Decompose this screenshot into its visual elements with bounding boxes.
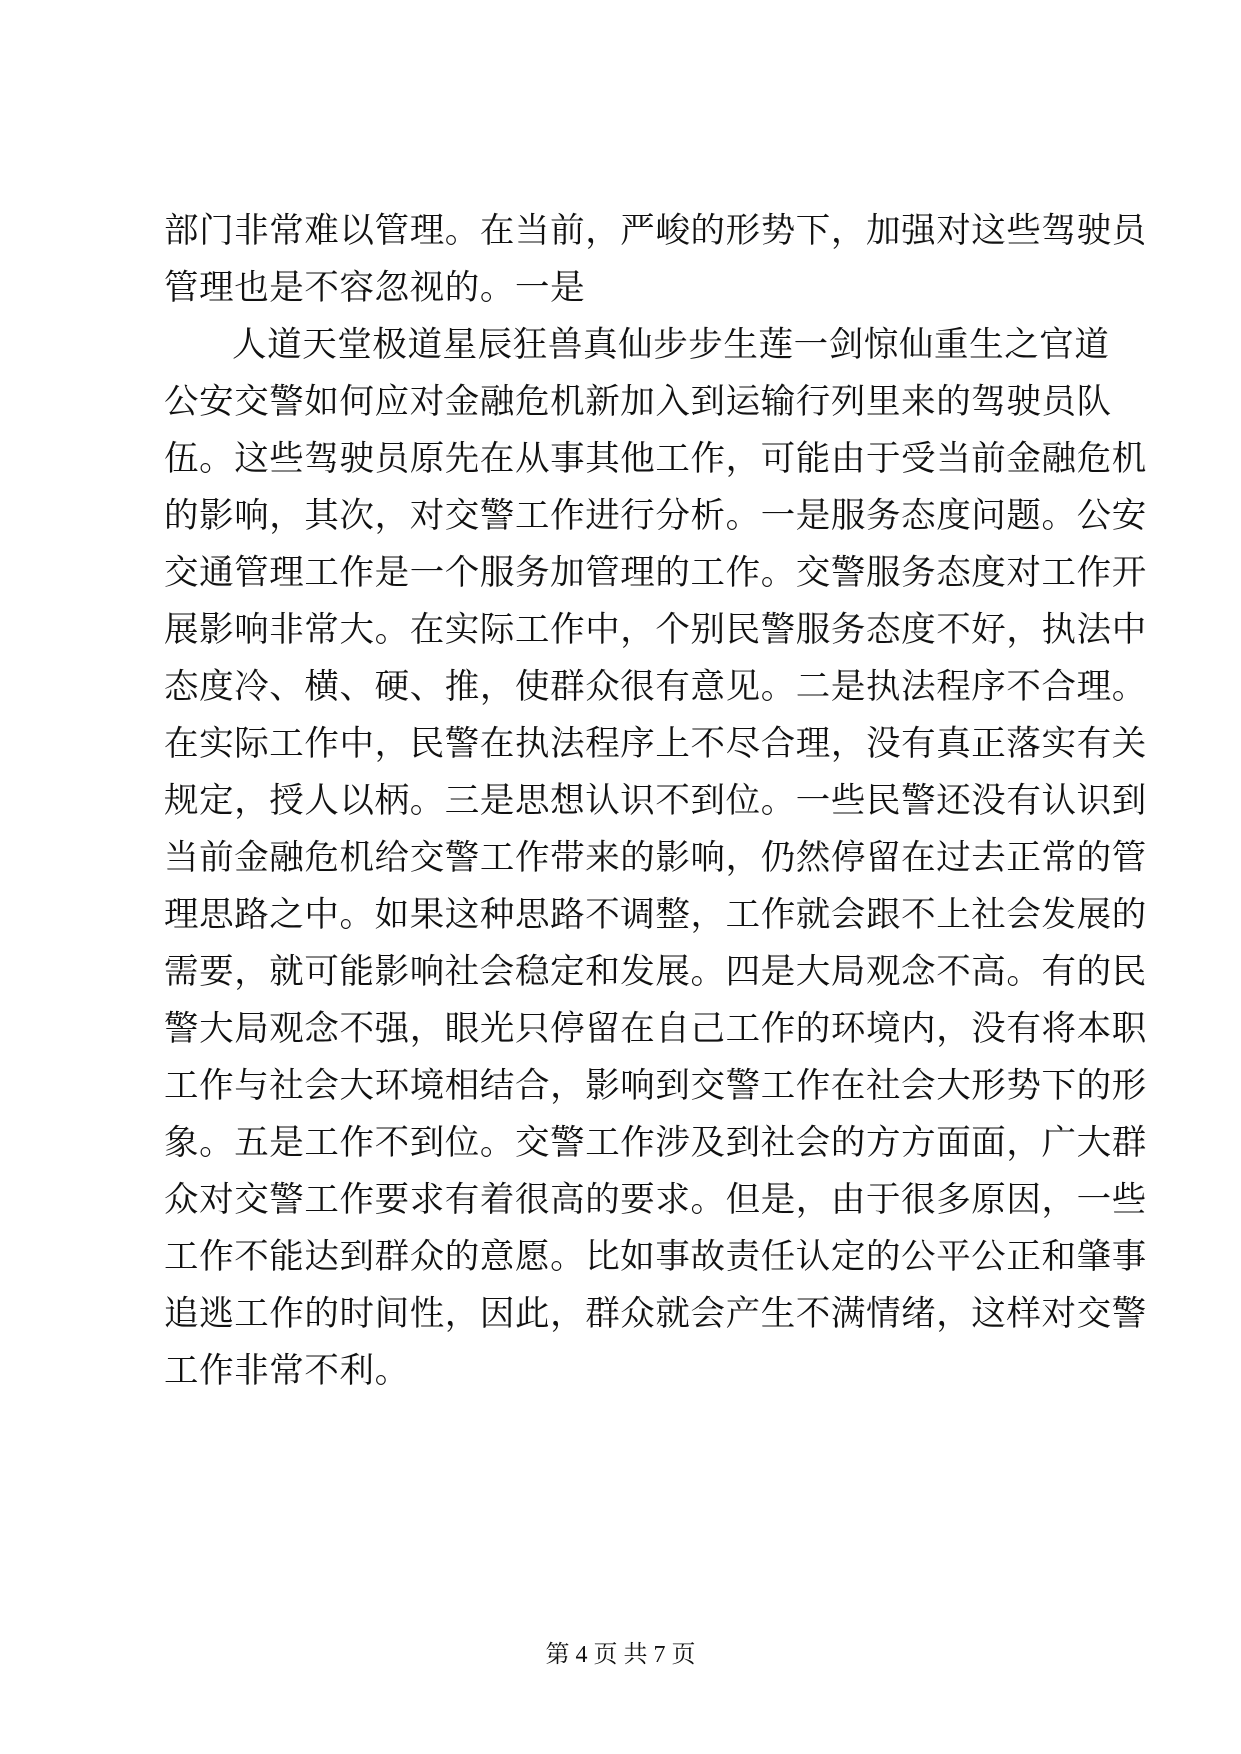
- text-line: 态度冷、横、硬、推，使群众很有意见。二是执法程序不合理。: [164, 667, 1147, 707]
- text-line: 工作与社会大环境相结合，影响到交警工作在社会大形势下的形: [164, 1066, 1147, 1106]
- text-line: 象。五是工作不到位。交警工作涉及到社会的方方面面，广大群: [164, 1123, 1147, 1163]
- text-line: 的影响，其次，对交警工作进行分析。一是服务态度问题。公安: [164, 496, 1147, 536]
- text-line: 需要，就可能影响社会稳定和发展。四是大局观念不高。有的民: [164, 952, 1147, 992]
- text-line: 追逃工作的时间性，因此，群众就会产生不满情绪，这样对交警: [164, 1294, 1147, 1334]
- text-line: 工作不能达到群众的意愿。比如事故责任认定的公平公正和肇事: [164, 1237, 1147, 1277]
- text-line: 交通管理工作是一个服务加管理的工作。交警服务态度对工作开: [164, 553, 1147, 593]
- text-line: 在实际工作中，民警在执法程序上不尽合理，没有真正落实有关: [164, 724, 1147, 764]
- text-line: 伍。这些驾驶员原先在从事其他工作，可能由于受当前金融危机: [164, 439, 1147, 479]
- text-line: 部门非常难以管理。在当前，严峻的形势下，加强对这些驾驶员: [164, 211, 1147, 251]
- paragraph-first-line: 人道天堂极道星辰狂兽真仙步步生莲一剑惊仙重生之官道: [232, 325, 1110, 365]
- text-line: 众对交警工作要求有着很高的要求。但是，由于很多原因，一些: [164, 1180, 1147, 1220]
- text-line: 规定，授人以柄。三是思想认识不到位。一些民警还没有认识到: [164, 781, 1147, 821]
- text-line: 当前金融危机给交警工作带来的影响，仍然停留在过去正常的管: [164, 838, 1147, 878]
- text-line: 警大局观念不强，眼光只停留在自己工作的环境内，没有将本职: [164, 1009, 1147, 1049]
- page-number-footer: 第 4 页 共 7 页: [545, 1642, 696, 1668]
- text-line: 管理也是不容忽视的。一是: [164, 268, 586, 308]
- text-line: 公安交警如何应对金融危机新加入到运输行列里来的驾驶员队: [164, 382, 1112, 422]
- text-line: 工作非常不利。: [164, 1351, 410, 1391]
- text-line: 理思路之中。如果这种思路不调整，工作就会跟不上社会发展的: [164, 895, 1147, 935]
- text-line: 展影响非常大。在实际工作中，个别民警服务态度不好，执法中: [164, 610, 1147, 650]
